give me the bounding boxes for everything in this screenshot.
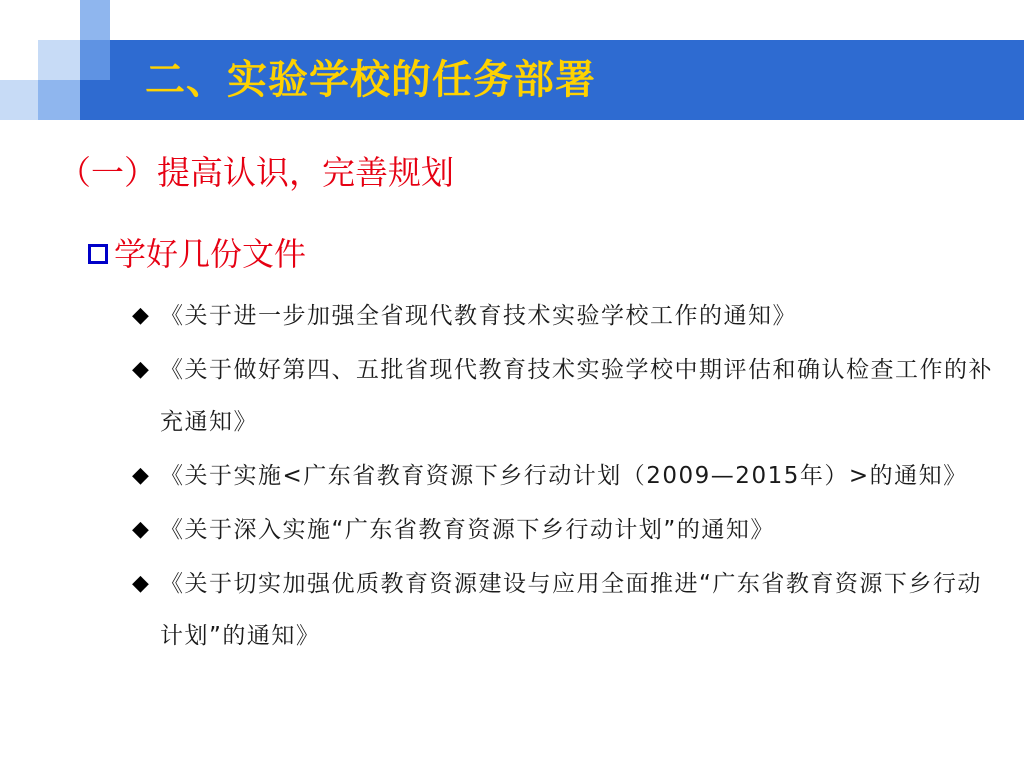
hollow-square-icon (88, 244, 108, 264)
subheading-label: 学好几份文件 (114, 235, 307, 273)
list-item (132, 558, 1002, 662)
diamond-icon: ◆ (132, 357, 151, 382)
document-title: 《关于实施<广东省教育资源下乡行动计划（2009—2015年）>的通知》 (160, 463, 968, 489)
decor-square (80, 0, 110, 40)
decor-square (80, 40, 110, 80)
decor-square (0, 80, 38, 120)
subheading (88, 232, 306, 276)
document-title: 《关于做好第四、五批省现代教育技术实验学校中期评估和确认检查工作的补充通知》 (160, 357, 993, 435)
section-heading: （一）提高认识，完善规划 (58, 153, 454, 192)
diamond-icon: ◆ (132, 517, 151, 542)
document-title: 《关于切实加强优质教育资源建设与应用全面推进“广东省教育资源下乡行动计划”的通知》 (160, 571, 982, 649)
list-item (132, 450, 1002, 502)
diamond-icon: ◆ (132, 303, 151, 328)
list-item (132, 504, 1002, 556)
decor-square (38, 40, 80, 80)
document-list (132, 290, 1002, 662)
document-title: 《关于深入实施“广东省教育资源下乡行动计划”的通知》 (160, 517, 775, 543)
list-item (132, 344, 1002, 448)
diamond-icon: ◆ (132, 571, 151, 596)
slide-title: 二、实验学校的任务部署 (145, 57, 596, 103)
list-item (132, 290, 1002, 342)
diamond-icon: ◆ (132, 463, 151, 488)
decor-square (38, 80, 80, 120)
decor-square (80, 80, 110, 120)
document-title: 《关于进一步加强全省现代教育技术实验学校工作的通知》 (160, 303, 797, 329)
